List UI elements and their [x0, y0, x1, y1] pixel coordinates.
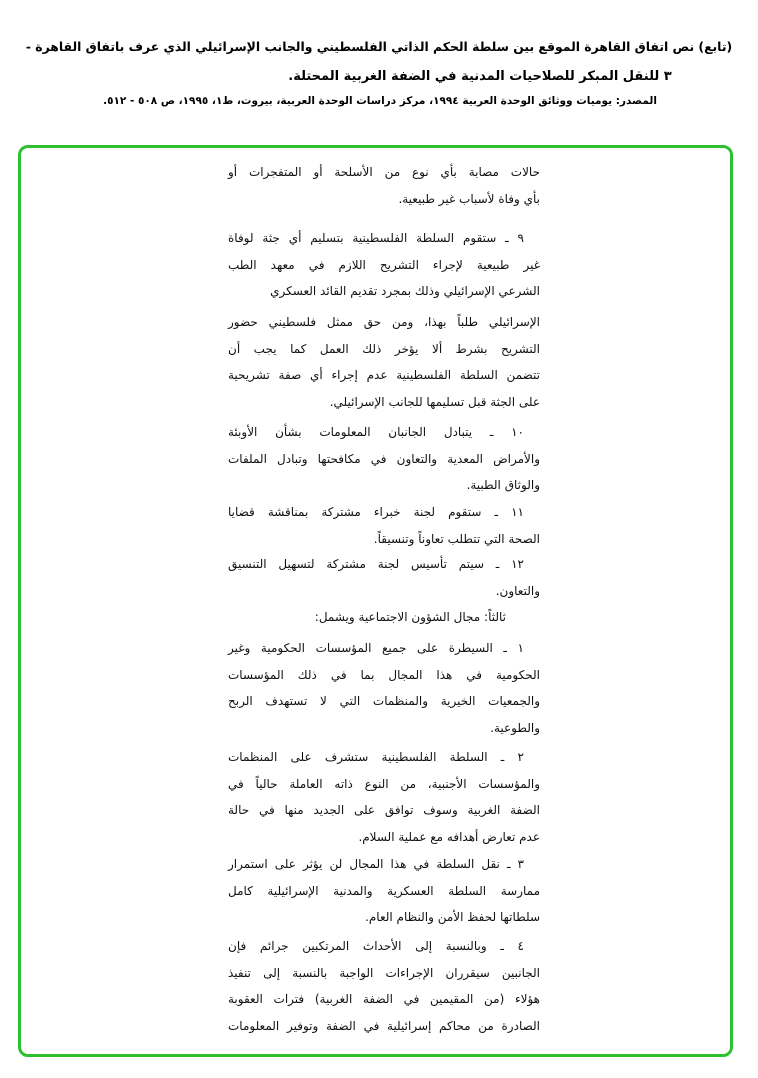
- paragraph: [228, 309, 540, 415]
- text-line: ٩ ـ ستقوم السلطة الفلسطينية بتسليم أي جثة لوفاة: [228, 231, 524, 245]
- paragraph: [228, 635, 540, 741]
- text-line: ثالثاً: مجال الشؤون الاجتماعية ويشمل:: [314, 610, 506, 624]
- text-line: على الجثة قبل تسليمها للجانب الإسرائيلي.: [329, 394, 540, 409]
- text-line: ممارسة السلطة العسكرية والمدنية الإسرائيلية كامل: [228, 883, 540, 898]
- paragraph: [228, 744, 540, 850]
- text-line: عدم تعارض أهدافه مع عملية السلام.: [358, 829, 540, 844]
- text-line: سلطاتها لحفظ الأمن والنظام العام.: [365, 910, 540, 924]
- text-line: الحكومية في هذا المجال بما في ذلك المؤسسات: [228, 667, 540, 682]
- paragraph: [228, 851, 540, 931]
- text-line: والوثاق الطبية.: [466, 478, 540, 492]
- text-line: ١ ـ السيطرة على جميع المؤسسات الحكومية وغير: [228, 641, 524, 655]
- source-citation: المصدر: يوميات ووثائق الوحدة العربية ١٩٩٤، مركز دراسات الوحدة العربية، بيروت، ط١، ١٩٩٥، ص ٥٠٨ - ٥١٢.: [103, 95, 657, 107]
- text-line: ١٠ ـ يتبادل الجانبان المعلومات بشأن الأوبئة: [228, 425, 524, 439]
- text-line: والأمراض المعدية والتعاون في مكافحتها وتبادل الملفات: [228, 451, 540, 466]
- document-title-line2: ٣ للنقل المبكر للصلاحيات المدنية في الضفة الغربية المحتلة.: [288, 69, 672, 84]
- text-line: حالات مصابة بأي نوع من الأسلحة أو المتفجرات أو: [228, 165, 540, 179]
- text-line: ٤ ـ وبالنسبة إلى الأحداث المرتكبين جرائم فإن: [228, 939, 524, 953]
- text-line: ١٢ ـ سيتم تأسيس لجنة مشتركة لتسهيل التنسيق: [228, 557, 524, 571]
- text-line: الضفة الغربية وسوف توافق على الجديد منها في حالة: [228, 803, 540, 817]
- text-line: الصحة التي تتطلب تعاوناً وتنسيقاً.: [373, 531, 540, 546]
- paragraph: [228, 933, 540, 1039]
- text-line: بأي وفاة لأسباب غير طبيعية.: [398, 191, 540, 206]
- text-line: والمؤسسات الأجنبية، من النوع ذاته العاملة حالياً في: [228, 776, 540, 791]
- section-heading: [228, 604, 540, 631]
- text-line: التشريح بشرط ألا يؤخر ذلك العمل كما يجب أن: [228, 341, 540, 356]
- text-line: ٢ ـ السلطة الفلسطينية ستشرف على المنظمات: [228, 750, 524, 764]
- text-line: الصادرة من محاكم إسرائيلية في الضفة وتوفير المعلومات: [228, 1018, 540, 1033]
- text-line: الجانبين سيقرران الإجراءات الواجبة بالنسبة إلى تنفيذ: [228, 965, 540, 980]
- text-line: هؤلاء (من المقيمين في الضفة الغربية) فترات العقوبة: [228, 992, 540, 1006]
- text-line: الإسرائيلي طلباً بهذا، ومن حق ممثل فلسطيني حضور: [228, 315, 540, 329]
- paragraph: [228, 419, 540, 499]
- text-line: غير طبيعية لإجراء التشريح اللازم في معهد الطب: [228, 257, 540, 272]
- text-line: والتعاون.: [495, 583, 540, 598]
- text-line: والجمعيات الخيرية والمنظمات التي لا تستهدف الربح: [228, 694, 540, 708]
- paragraph: [228, 499, 540, 552]
- text-line: والطوعية.: [490, 720, 540, 735]
- text-line: ٣ ـ نقل السلطة في هذا المجال لن يؤثر على استمرار: [228, 857, 524, 871]
- text-line: الشرعي الإسرائيلي وذلك بمجرد تقديم القائد العسكري: [270, 284, 540, 298]
- paragraph: [228, 159, 540, 212]
- paragraph: [228, 225, 540, 305]
- text-line: ١١ ـ ستقوم لجنة خبراء مشتركة بمناقشة قضايا: [228, 505, 524, 519]
- paragraph: [228, 551, 540, 604]
- text-line: تتضمن السلطة الفلسطينية عدم إجراء أي صفة تشريحية: [228, 368, 540, 382]
- document-title-line1: (تابع) نص اتفاق القاهرة الموقع بين سلطة الحكم الذاتي الفلسطيني والجانب الإسرائيلي الذي عرف باتفاق القاهرة -: [25, 39, 733, 54]
